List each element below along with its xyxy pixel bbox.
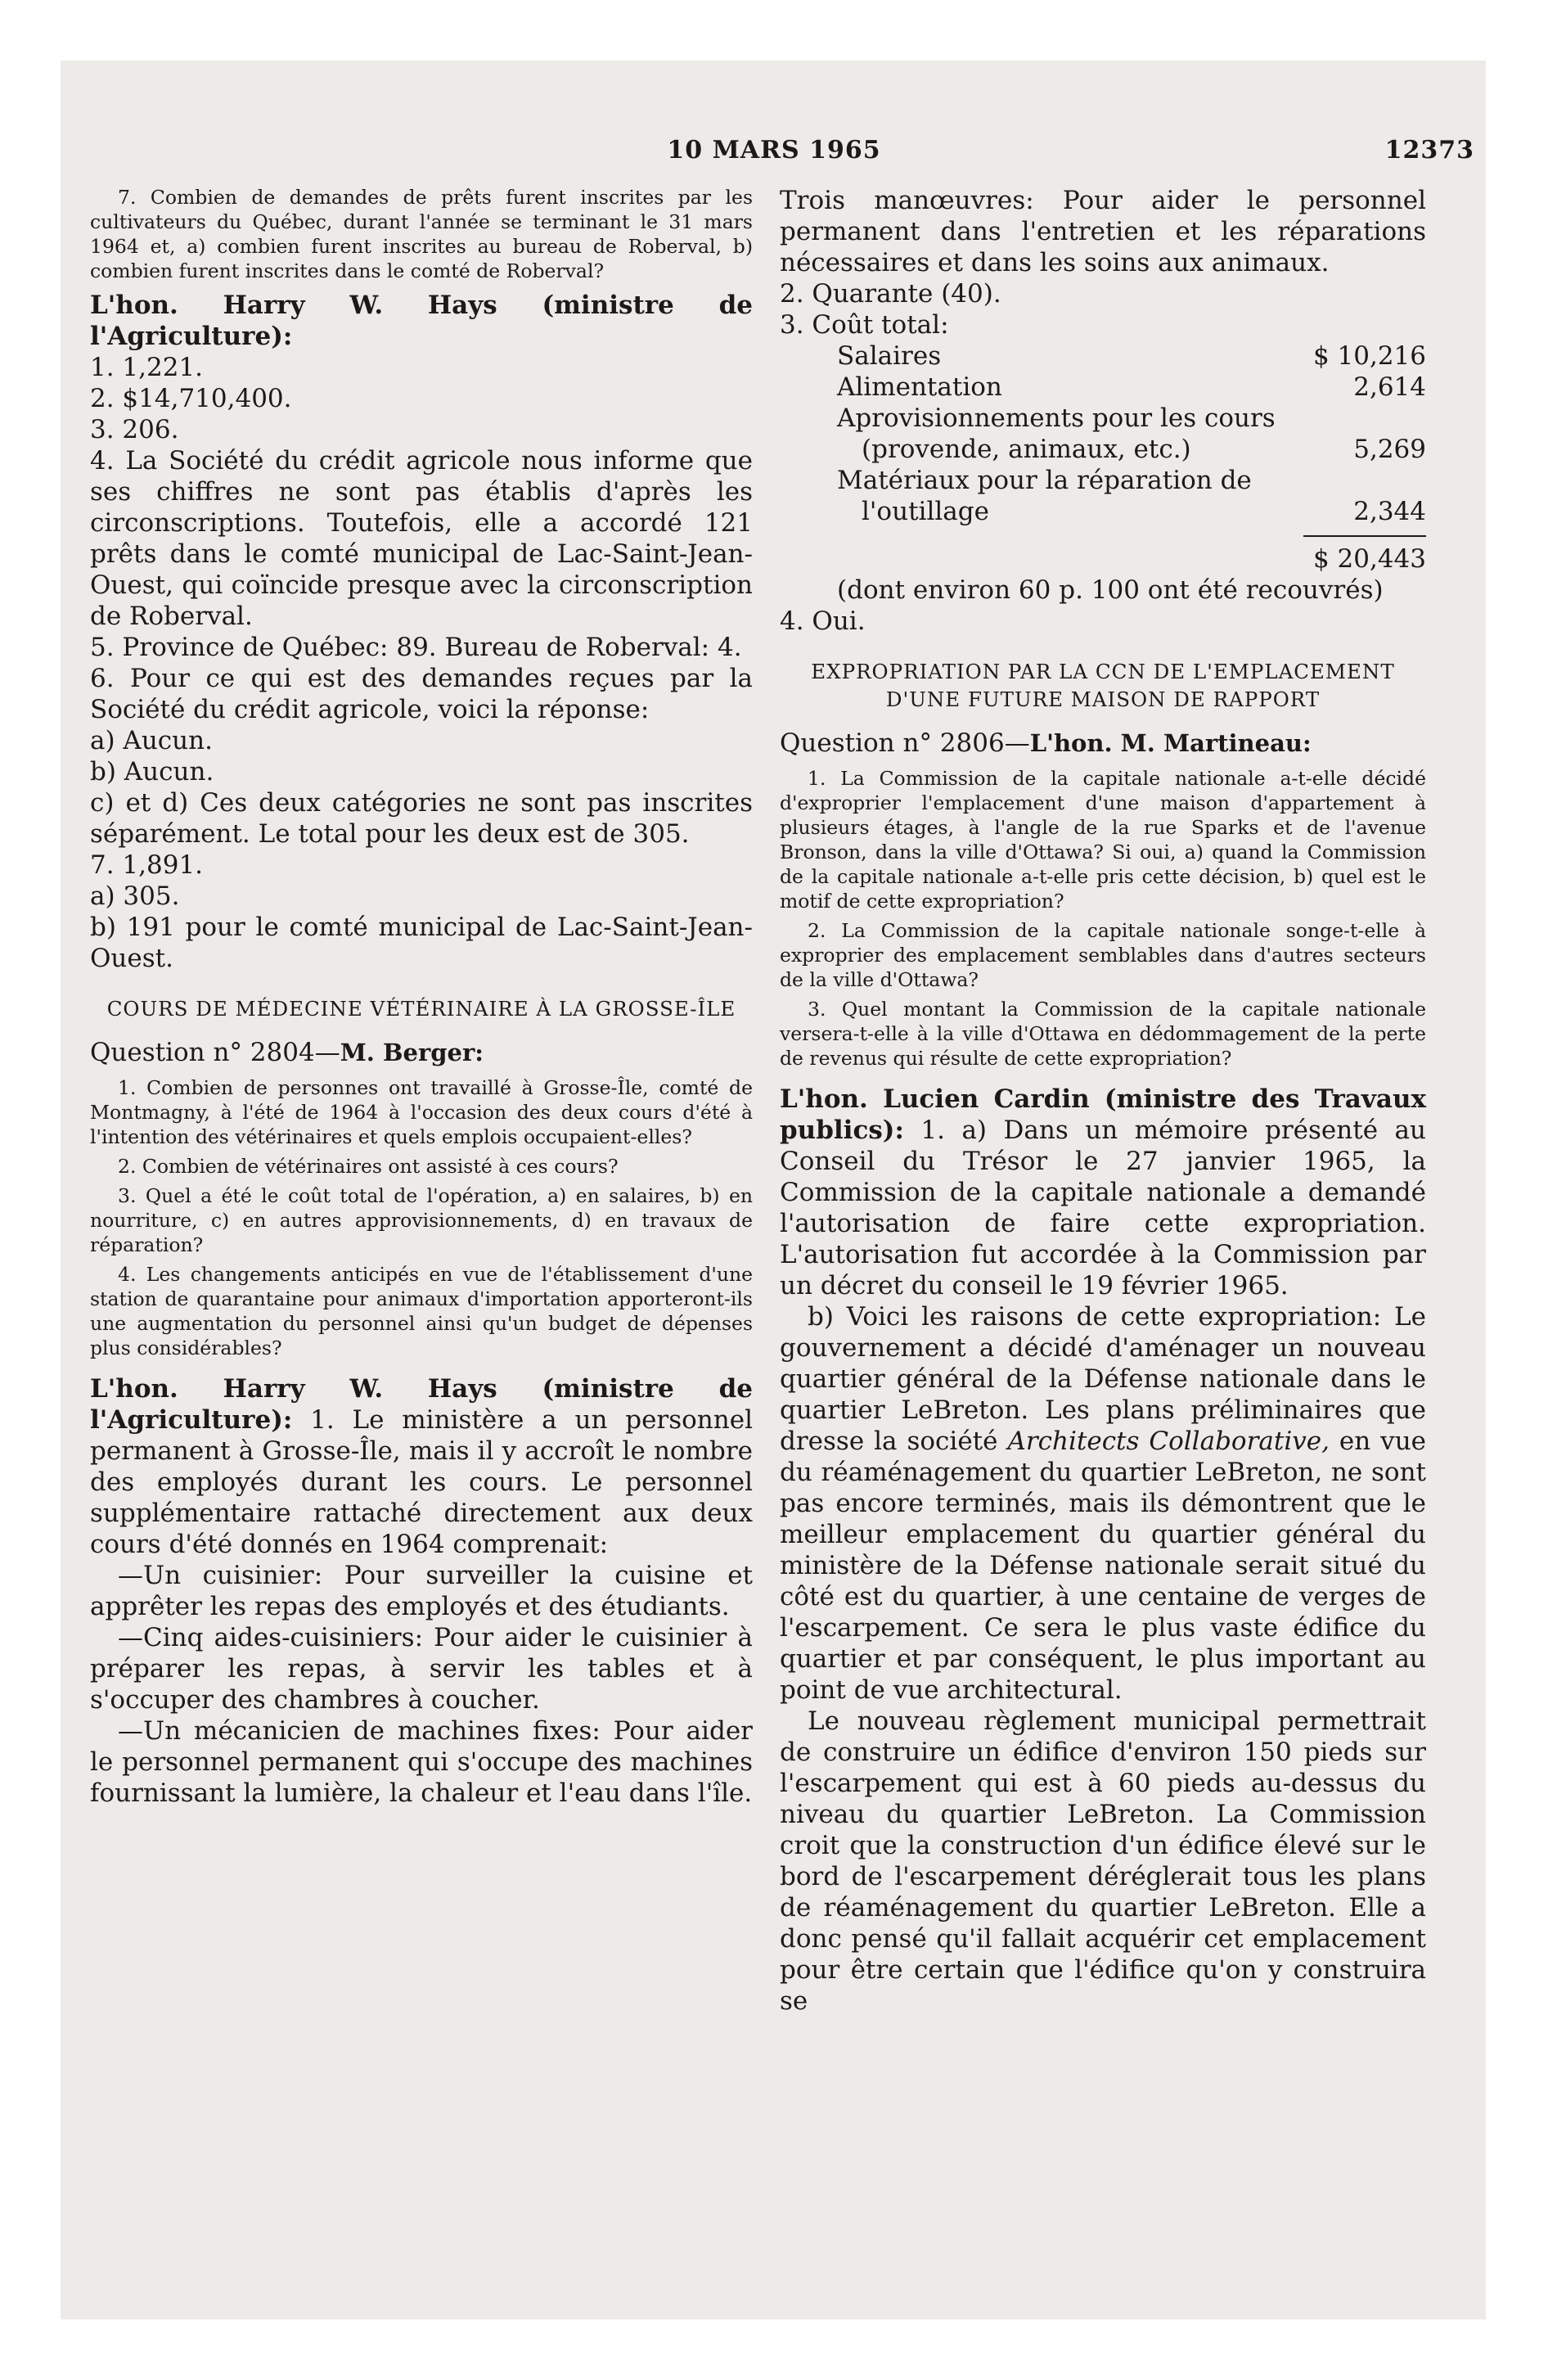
answer-6a: a) Aucun.: [90, 726, 213, 755]
answer-4: 4. La Société du crédit agricole nous informe que ses chiffres ne sont pas établis d'après les circonscriptions. Toutefois, elle a accordé 121 prêts dans le comté municipal de Lac-Saint-Jean-Ouest, qui coïncide presque avec la circonscription de Roberval.: [90, 446, 753, 631]
answer-5: 5. Province de Québec: 89. Bureau de Roberval: 4.: [90, 633, 742, 662]
answer-2-vets: 2. Quarante (40).: [780, 279, 1001, 309]
question-2806-3: 3. Quel montant la Commission de la capitale nationale versera-t-elle à la ville d'Ottawa en dédommagement de la perte de revenus qui résulte de cette expropriation?: [780, 998, 1426, 1070]
cost-row-materiaux: [780, 465, 1426, 496]
cost-row-materiaux-sub: [780, 496, 1426, 527]
staff-cook: —Un cuisinier: Pour surveiller la cuisine et apprêter les repas des employés et des étudiants.: [90, 1561, 753, 1621]
speaker-hays-1: L'hon. Harry W. Hays (ministre de l'Agriculture):: [90, 291, 753, 351]
question-2806-1: 1. La Commission de la capitale nationale a-t-elle décidé d'exproprier l'emplacement d'une maison d'appartement à plusieurs étages, à l'angle de la rue Sparks et de l'avenue Bronson, dans la ville d'Ottawa? Si oui, a) quand la Commission de la capitale nationale a-t-elle pris cette décision, b) quel est le motif de cette expropriation?: [780, 767, 1426, 913]
cost-row-approv: [780, 403, 1426, 434]
question-2804-1: 1. Combien de personnes ont travaillé à Grosse-Île, comté de Montmagny, à l'été de 1964 à l'occasion des deux cours d'été à l'intention des vétérinaires et quels emplois occupaient-elles?: [90, 1076, 753, 1148]
right-column: [780, 185, 1426, 2017]
question-2806-member: L'hon. M. Martineau:: [1029, 729, 1312, 757]
answer-2: 2. $14,710,400.: [90, 384, 292, 413]
cost-value: 2,614: [1353, 372, 1426, 402]
cost-value: $ 10,216: [1312, 341, 1426, 371]
answer-2806-1-text: 1. a) Dans un mémoire présenté au Conseil du Trésor le 27 janvier 1965, la Commission de la capitale nationale a demandé l'autorisation de faire cette expropriation. L'autorisation fut accordée à la Commission par un décret du conseil le 19 février 1965.: [780, 1116, 1426, 1300]
question-2806-label: Question n° 2806—: [780, 728, 1030, 758]
answer-1: 1. 1,221.: [90, 353, 204, 382]
answer-7: 7. 1,891.: [90, 850, 204, 880]
question-2804-4: 4. Les changements anticipés en vue de l'établissement d'une station de quarantaine pour animaux d'importation apporteront-ils une augmentation du personnel ainsi qu'un budget de dépenses plus considérables?: [90, 1263, 753, 1359]
question-2804-heading: [90, 1036, 753, 1069]
section-title-grosse-ile: COURS DE MÉDECINE VÉTÉRINAIRE À LA GROSSE-ÎLE: [106, 997, 736, 1021]
speaker-hays-2: L'hon. Harry W. Hays (ministre de l'Agriculture):: [90, 1374, 753, 1435]
answer-3-cost: 3. Coût total:: [780, 310, 949, 340]
staff-labourers: Trois manœuvres: Pour aider le personnel permanent dans l'entretien et les réparations nécessaires et dans les soins aux animaux.: [780, 186, 1426, 277]
question-2806-heading: [780, 727, 1426, 760]
answer-2806-b-text: b) Voici les raisons de cette expropriation: Le gouvernement a décidé d'aménager un nouveau quartier général de la Défense nationale dans le quartier LeBreton. Les plans préliminaires que dresse la société: [780, 1302, 1426, 1456]
question-2804-3: 3. Quel a été le coût total de l'opération, a) en salaires, b) en nourriture, c) en autres approvisionnements, d) en travaux de réparation?: [90, 1184, 753, 1256]
answer-6c: c) et d) Ces deux catégories ne sont pas inscrites séparément. Le total pour les deux est de 305.: [90, 788, 753, 849]
firm-name: Architects Collaborative,: [1007, 1427, 1330, 1456]
answer-3: 3. 206.: [90, 415, 179, 444]
cost-sublabel: l'outillage: [862, 497, 989, 526]
cost-row-salaires: [780, 340, 1426, 372]
speaker-cardin: L'hon. Lucien Cardin (ministre des Travaux publics):: [780, 1084, 1426, 1145]
answer-6b: b) Aucun.: [90, 757, 214, 787]
answer-2806-b: [780, 1301, 1426, 1706]
question-2804-member: M. Berger:: [340, 1039, 484, 1066]
cost-label: Salaires: [837, 341, 942, 371]
cost-sublabel: (provende, animaux, etc.): [862, 435, 1191, 464]
staff-mechanic: —Un mécanicien de machines fixes: Pour aider le personnel permanent qui s'occupe des machines fournissant la lumière, la chaleur et l'eau dans l'île.: [90, 1716, 753, 1808]
answer-2804-1-text: 1. Le ministère a un personnel permanent à Grosse-Île, mais il y accroît le nombre des employés durant les cours. Le personnel supplémentaire rattaché directement aux deux cours d'été donnés en 1964 comprenait:: [90, 1405, 753, 1559]
section-title-expropriation: EXPROPRIATION PAR LA CCN DE L'EMPLACEMENT D'UNE FUTURE MAISON DE RAPPORT: [811, 660, 1395, 711]
cost-table: [780, 340, 1426, 606]
question-2804-label: Question n° 2804—: [90, 1038, 340, 1067]
header-date: 10 MARS 1965: [667, 136, 881, 165]
answer-2806-b-text-cont: en vue du réaménagement du quartier LeBreton, ne sont pas encore terminés, mais ils démontrent que le meilleur emplacement du quartier général du ministère de la Défense nationale serait situé du côté est du quartier, à une centaine de verges de l'escarpement. Ce sera le plus vaste édifice du quartier et par conséquent, le plus important au point de vue architectural.: [780, 1427, 1427, 1705]
cost-label: Aprovisionnements pour les cours: [837, 403, 1276, 433]
total-rule: [1303, 535, 1426, 537]
cost-value: 5,269: [1353, 435, 1426, 464]
cost-row-alimentation: [780, 372, 1426, 403]
question-2804-2: 2. Combien de vétérinaires ont assisté à ces cours?: [118, 1155, 619, 1178]
answer-4-oui: 4. Oui.: [780, 606, 866, 636]
staff-kitchen-aides: —Cinq aides-cuisiniers: Pour aider le cuisinier à préparer les repas, à servir les tables et à s'occuper des chambres à coucher.: [90, 1623, 753, 1715]
cost-row-approv-sub: [780, 434, 1426, 465]
question-2806-2: 2. La Commission de la capitale nationale songe-t-elle à exproprier des emplacement semblables dans d'autres secteurs de la ville d'Ottawa?: [780, 919, 1426, 991]
answer-7b: b) 191 pour le comté municipal de Lac-Saint-Jean-Ouest.: [90, 913, 753, 973]
answer-6: 6. Pour ce qui est des demandes reçues par la Société du crédit agricole, voici la réponse:: [90, 664, 753, 724]
cost-label: Alimentation: [837, 372, 1002, 402]
page-number: 12373: [1384, 136, 1474, 165]
cost-total: [780, 543, 1426, 575]
answer-7a: a) 305.: [90, 881, 180, 911]
cost-label: Matériaux pour la réparation de: [837, 466, 1252, 495]
answer-2804-1: [90, 1373, 753, 1560]
cost-value: 2,344: [1353, 497, 1426, 526]
cost-recovery-note: (dont environ 60 p. 100 ont été recouvrés): [837, 575, 1384, 605]
question-7: 7. Combien de demandes de prêts furent inscrites par les cultivateurs du Québec, durant l'année se terminant le 31 mars 1964 et, a) combien furent inscrites au bureau de Roberval, b) combien furent inscrites dans le comté de Roberval?: [90, 186, 753, 282]
cost-total-value: $ 20,443: [1312, 544, 1426, 574]
left-column: [90, 185, 753, 1809]
answer-2806-1: [780, 1084, 1426, 1301]
answer-2806-c: Le nouveau règlement municipal permettrait de construire un édifice d'environ 150 pieds sur l'escarpement qui est à 60 pieds au-dessus du niveau du quartier LeBreton. La Commission croit que la construction d'un édifice élevé sur le bord de l'escarpement déréglerait tous les plans de réaménagement du quartier LeBreton. Elle a donc pensé qu'il fallait acquérir cet emplacement pour être certain que l'édifice qu'on y construira se: [780, 1706, 1426, 2016]
